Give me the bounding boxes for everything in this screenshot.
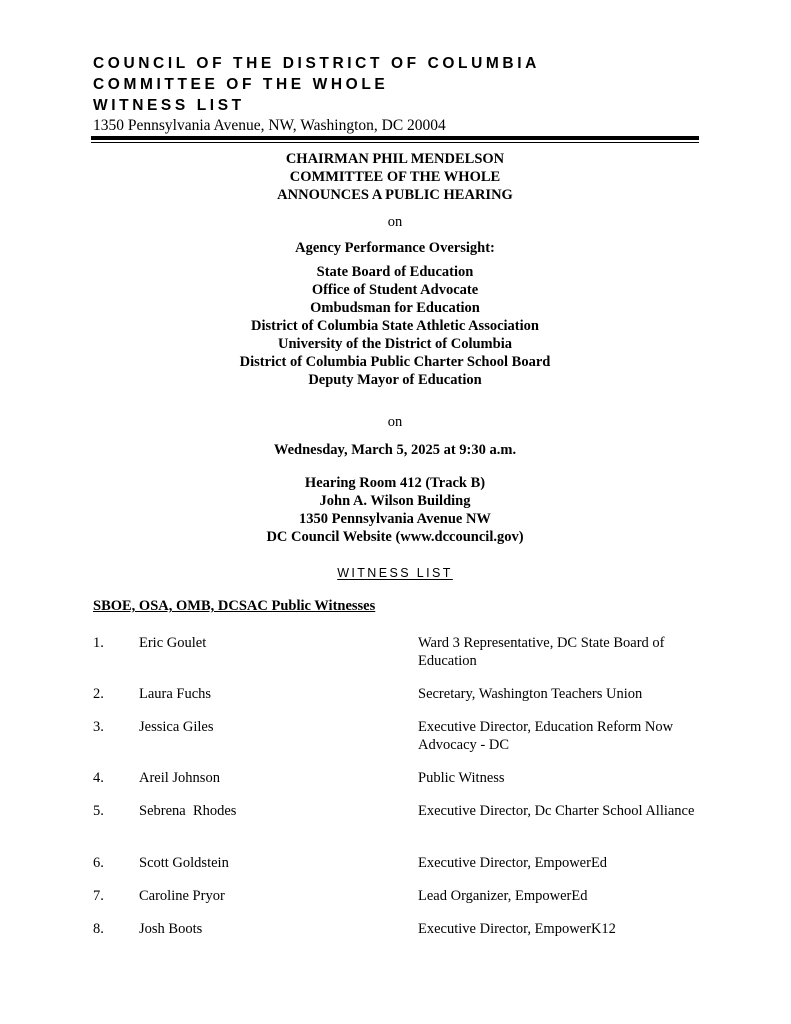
witness-number: 3. <box>93 719 104 735</box>
witness-name: Laura Fuchs <box>139 686 212 702</box>
witness-list-header: WITNESS LIST <box>93 97 245 114</box>
witness-affiliation: Executive Director, Education Reform Now Advocacy - DC <box>418 719 674 753</box>
witness-affiliation: Lead Organizer, EmpowerEd <box>418 888 588 904</box>
letterhead <box>93 53 703 136</box>
witness-number: 4. <box>93 770 104 786</box>
witness-number: 2. <box>93 686 104 702</box>
witness-name: Sebrena Rhodes <box>139 803 237 819</box>
agency-item: University of the District of Columbia <box>278 336 512 352</box>
agency-item: Ombudsman for Education <box>310 300 480 316</box>
witness-name: Caroline Pryor <box>139 888 225 904</box>
hearing-date: Wednesday, March 5, 2025 at 9:30 a.m. <box>273 442 517 458</box>
agency-item: Deputy Mayor of Education <box>308 372 482 388</box>
on-text-1: on <box>387 214 403 230</box>
agency-item: District of Columbia Public Charter School Board <box>239 354 551 370</box>
location-line: 1350 Pennsylvania Avenue NW <box>299 511 491 527</box>
announcement-line-1: CHAIRMAN PHIL MENDELSON <box>285 151 505 167</box>
witness-affiliation: Ward 3 Representative, DC State Board of Education <box>418 635 665 669</box>
on-text-2: on <box>387 414 403 430</box>
witness-affiliation: Secretary, Washington Teachers Union <box>418 686 643 702</box>
announcement-line-3: ANNOUNCES A PUBLIC HEARING <box>277 187 513 203</box>
council-address: 1350 Pennsylvania Avenue, NW, Washington, DC 20004 <box>93 117 446 134</box>
witness-list-title-wrap <box>91 564 699 582</box>
header-divider-thick <box>91 136 699 140</box>
witness-number: 6. <box>93 855 104 871</box>
witness-affiliation: Executive Director, EmpowerK12 <box>418 921 616 937</box>
location-line: John A. Wilson Building <box>319 493 471 509</box>
location-line: DC Council Website (www.dccouncil.gov) <box>266 529 524 545</box>
hearing-subject: Agency Performance Oversight: <box>295 240 495 256</box>
witness-name: Josh Boots <box>139 921 203 937</box>
agency-item: State Board of Education <box>316 264 474 280</box>
agency-item: Office of Student Advocate <box>311 282 479 298</box>
witness-number: 5. <box>93 803 104 819</box>
witness-list-title: WITNESS LIST <box>337 566 453 580</box>
witness-name: Jessica Giles <box>139 719 214 735</box>
section-heading: SBOE, OSA, OMB, DCSAC Public Witnesses <box>93 598 376 614</box>
witness-number: 1. <box>93 635 104 651</box>
committee-title: COMMITTEE OF THE WHOLE <box>93 76 389 93</box>
agency-item: District of Columbia State Athletic Association <box>251 318 539 334</box>
location-line: Hearing Room 412 (Track B) <box>304 475 486 491</box>
witness-number: 8. <box>93 921 104 937</box>
witness-name: Areil Johnson <box>139 770 220 786</box>
header-divider-thin <box>91 142 699 143</box>
witness-number: 7. <box>93 888 104 904</box>
witness-name: Scott Goldstein <box>139 855 229 871</box>
council-title: COUNCIL OF THE DISTRICT OF COLUMBIA <box>93 55 540 72</box>
witness-name: Eric Goulet <box>139 635 207 651</box>
witness-affiliation: Public Witness <box>418 770 505 786</box>
witness-affiliation: Executive Director, Dc Charter School Alliance <box>418 803 695 819</box>
announcement-line-2: COMMITTEE OF THE WHOLE <box>289 169 501 185</box>
witness-affiliation: Executive Director, EmpowerEd <box>418 855 608 871</box>
